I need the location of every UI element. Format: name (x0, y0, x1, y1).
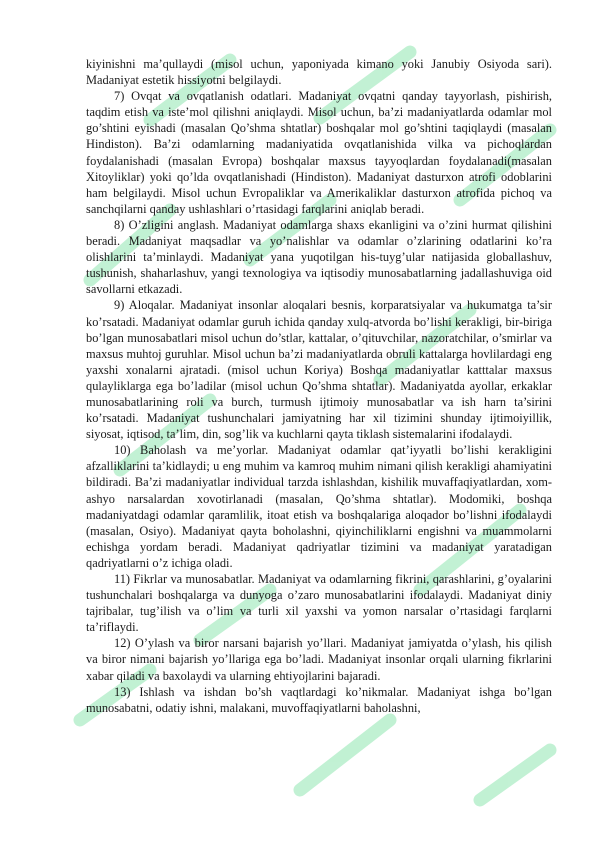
watermark-stroke (300, 720, 390, 790)
paragraph-thoughts-attitudes: 11) Fikrlar va munosabatlar. Madaniyat va odamlarning fikrini, qarashlarini, g’oyalarini tushunchalari boshqalarga va dunyoga o’zaro munosabatlarini ifodalaydi. Madaniyat diniy tajribalar, tug’ilish va o’lim va turli xil yaxshi va yomon narsalar o’rtasidagi farqlarni ta’riflaydi. (86, 572, 552, 635)
paragraph-food-habits: 7) Ovqat va ovqatlanish odatlari. Madaniyat ovqatni qanday tayyorlash, pishirish, taqdim etish va iste’mol qilishni aniqlaydi. Misol uchun, ba’zi madaniyatlarda odamlar mol go’shtini eyishadi (masalan Qo’shma shtatlar) boshqalar mol go’shtini taqiqlaydi (masalan Hindiston). Ba’zi odamlarning madaniyatida ovqatlanishida vilka va pichoqlardan foydalanishadi (masalan Evropa) boshqalar maxsus tayyoqlardan foydalanadi(masalan Xitoyliklar) yoki qo’lda ovqatlanishadi (Hindiston). Madaniyat dasturxon atrofi odoblarini ham belgilaydi. Misol uchun Evropaliklar va Amerikaliklar dasturxon atrofida pichoq va sanchqilarni qanday ushlashlari o’rtasidagi farqlarini aniqlab beradi. (86, 89, 552, 216)
document-page (86, 56, 552, 716)
paragraph-work-leisure: 13) Ishlash va ishdan bo’sh vaqtlardagi ko’nikmalar. Madaniyat ishga bo’lgan munosabatni, odatiy ishni, malakani, muvoffaqiyatlarni baholashni, (86, 684, 552, 715)
paragraph-relations: 9) Aloqalar. Madaniyat insonlar aloqalari besnis, korparatsiyalar va hukumatga ta’sir ko’rsatadi. Madaniyat odamlar guruh ichida qanday xulq-atvorda bo’lishi kerakligi, bir-biriga bo’lgan munosabatlari misol uchun do’stlar, kattalar, o’qituvchilar, nazoratchilar, o’smirlar va maxsus muhtoj guruhlar. Misol uchun ba’zi madaniyatlarda obruli kattalarga hovlilardagi eng yaxshi xonalarni ajratadi. (misol uchun Koriya) Boshqa madaniyatlar katttalar maxsus qulayliklarga ega bo’ladilar (misol uchun Qo’shma shtatlar). Madaniyatda ayollar, erkaklar munosabatlarining roli va burch, turmush ijtimoiy munosabatlar va ish harn ta’sirini ko’rsatadi. Madaniyat tushunchalari jamiyatning har xil tizimini shunday ijtimoiyillik, siyosat, iqtisod, ta’lim, din, sog’lik va kuchlarni qayta tiklash sistemalarini ifodalaydi. (86, 298, 552, 442)
paragraph-self-awareness: 8) O’zligini anglash. Madaniyat odamlarga shaxs ekanligini va o’zini hurmat qilishini beradi. Madaniyat maqsadlar va yo’nalishlar va odamlar o’zlarining odatlarini ko’ra olishlarini ta’minlaydi. Madaniyat yana yuqotilgan his-tuyg’ular natijasida globallashuv, tushunish, shaharlashuv, yangi texnologiya va iqtisodiy munosabatlarning jadallashuviga oid savollarni etkazadi. (86, 217, 552, 297)
paragraph-ways-of-thinking: 12) O’ylash va biror narsani bajarish yo’llari. Madaniyat jamiyatda o’ylash, his qilish va biror nimani bajarish yo’llariga ega bo’ladi. Madaniyat insonlar orqali ularning fikrlarini xabar qiladi va baxolaydi va ularning ehtiyojlarini bajaradi. (86, 636, 552, 683)
paragraph-continuation: kiyinishni ma’qullaydi (misol uchun, yaponiyada kimano yoki Janubiy Osiyoda sari). Madaniyat estetik hissiyotni belgilaydi. (86, 57, 552, 88)
watermark-stroke (480, 750, 550, 800)
paragraph-values-norms: 10) Baholash va me’yorlar. Madaniyat odamlar qat’iyyatli bo’lishi kerakligini afzalliklarini ta’kidlaydi; u eng muhim va kamroq muhim nimani qilish kerakligi ahamiyatini bildiradi. Ba’zi madaniyatlar individual tarzda ishlashdan, kishilik muvaffaqiyatlardan, xom-ashyo narsalardan xovotirlanadi (masalan, Qo’shma shtatlar). Modomiki, boshqa madaniyatdagi odamlar qaramlilik, itoat etish va boshqalariga aloqador bo’lishni ifodalaydi (masalan, Osiyo). Madaniyat qayta boholashni, qiyinchiliklarni engishni va muammolarni echishga yordam beradi. Madaniyat qadriyatlar tizimini va madaniyat yaratadigan qadriyatlarni o’z ichiga oladi. (86, 443, 552, 570)
